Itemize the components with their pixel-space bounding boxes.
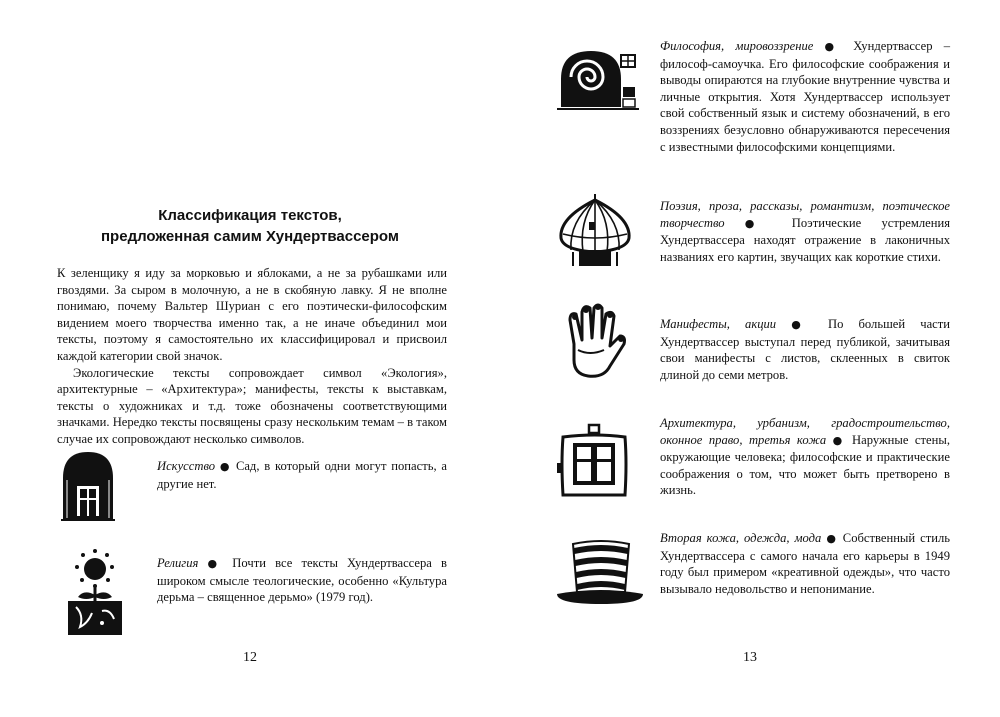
entry-body: Собственный стиль Хундертвассера с самого начала его карьеры в 1949 году был примером «креативной одежды», что часто вызывало недовольство и непонимание. — [660, 531, 950, 596]
entry-title: Религия — [157, 556, 199, 570]
architecture-window-icon — [555, 423, 633, 506]
entry-text-architecture — [660, 415, 950, 499]
entry-title: Вторая кожа, одежда, мода — [660, 531, 822, 545]
category-entry-art — [57, 448, 447, 528]
entry-body: Поэтические устремления Хундертвассера находят отражение в лаконичных названиях его картин, звучащих как короткие стихи. — [660, 215, 951, 264]
bullet-icon: ● — [826, 532, 838, 545]
philosophy-spiral-icon — [555, 43, 641, 118]
intro-paragraph-1: К зеленщику я иду за морковью и яблоками, а не за рубашками или гвоздями. За сыром в молочную, а не в скобяную лавку. Я не вполне понимаю, почему Вальтер Шуриан с его поэтически-философским видением моего творчества именно так, а не иначе объединил мои тексты, поэтому я самостоятельно их классифицировал и присвоил каждой категории свой значок. — [57, 266, 447, 363]
bullet-icon: ● — [219, 460, 232, 473]
heading-line-2: предложенная самим Хундертвассером — [101, 228, 399, 245]
right-page — [500, 0, 1000, 717]
entry-body: Почти все тексты Хундертвассера в широком смысле теологические, особенно «Культура дерьма – священное дерьмо» (1979 год). — [157, 556, 447, 605]
religion-flower-icon — [62, 545, 128, 642]
entry-text-art — [157, 458, 447, 492]
category-entry-manifestos — [555, 300, 950, 390]
category-entry-poetry — [555, 192, 950, 282]
entry-body: Сад, в который одни могут попасть, а другие нет. — [157, 459, 447, 491]
entry-title: Архитектура, урбанизм, градостроительство, оконное право, третья кожа — [660, 416, 950, 447]
page-number: 12 — [243, 650, 257, 665]
bullet-icon: ● — [832, 433, 846, 447]
bullet-icon: ● — [207, 557, 224, 570]
entry-body: Хундертвассер – философ-самоучка. Его философские соображения и выводы опираются на глубокие внутренние чувства и личные открытия. Хотя Хундертвассер использует свой собственный язык и систему обозначений, в его воззрениях безусловно обнаруживаются пересечения с известными философскими концепциями. — [660, 39, 950, 154]
entry-text-clothing — [660, 530, 950, 597]
category-entry-clothing — [555, 530, 950, 620]
page-number: 13 — [743, 650, 757, 665]
entry-title: Философия, мировоззрение — [660, 39, 814, 53]
bullet-icon: ● — [791, 318, 813, 331]
entry-body: Наружные стены, окружающие человека; философские и практические соображения о том, что может быть претворено в жизнь. — [660, 432, 950, 498]
poetry-onion-dome-icon — [555, 192, 635, 277]
art-house-icon — [57, 448, 119, 529]
category-entry-religion — [57, 545, 447, 640]
entry-text-philosophy — [660, 38, 950, 155]
heading-line-1: Классификация текстов, — [158, 207, 342, 224]
bullet-icon: ● — [824, 40, 843, 53]
entry-title: Искусство — [157, 459, 216, 473]
intro-text — [57, 265, 447, 448]
intro-paragraph-2: Экологические тексты сопровождает символ «Экология», архитектурные – «Архитектура»; манифесты, тексты к выставкам, тексты о художниках и т.д. тоже обозначены соответствующими значками. Нередко тексты посвящены сразу нескольким темам – в таком случае их сопровождают несколько символов. — [57, 365, 447, 446]
clothing-striped-hat-icon — [555, 536, 645, 613]
entry-text-manifestos — [660, 316, 950, 383]
section-heading — [60, 205, 440, 247]
entry-title: Поэзия, проза, рассказы, романтизм, поэтическое творчество — [660, 199, 950, 230]
bullet-icon: ● — [744, 216, 772, 230]
category-entry-architecture — [555, 415, 950, 505]
entry-body: По большей части Хундертвассер выступал перед публикой, зачитывая свои манифесты с листов, склеенных в свиток длиной до семи метров. — [660, 317, 950, 382]
entry-title: Манифесты, акции — [660, 317, 777, 331]
entry-text-poetry — [660, 198, 950, 265]
manifesto-hand-icon — [560, 300, 630, 387]
entry-text-religion — [157, 555, 447, 606]
category-entry-philosophy — [555, 38, 950, 168]
